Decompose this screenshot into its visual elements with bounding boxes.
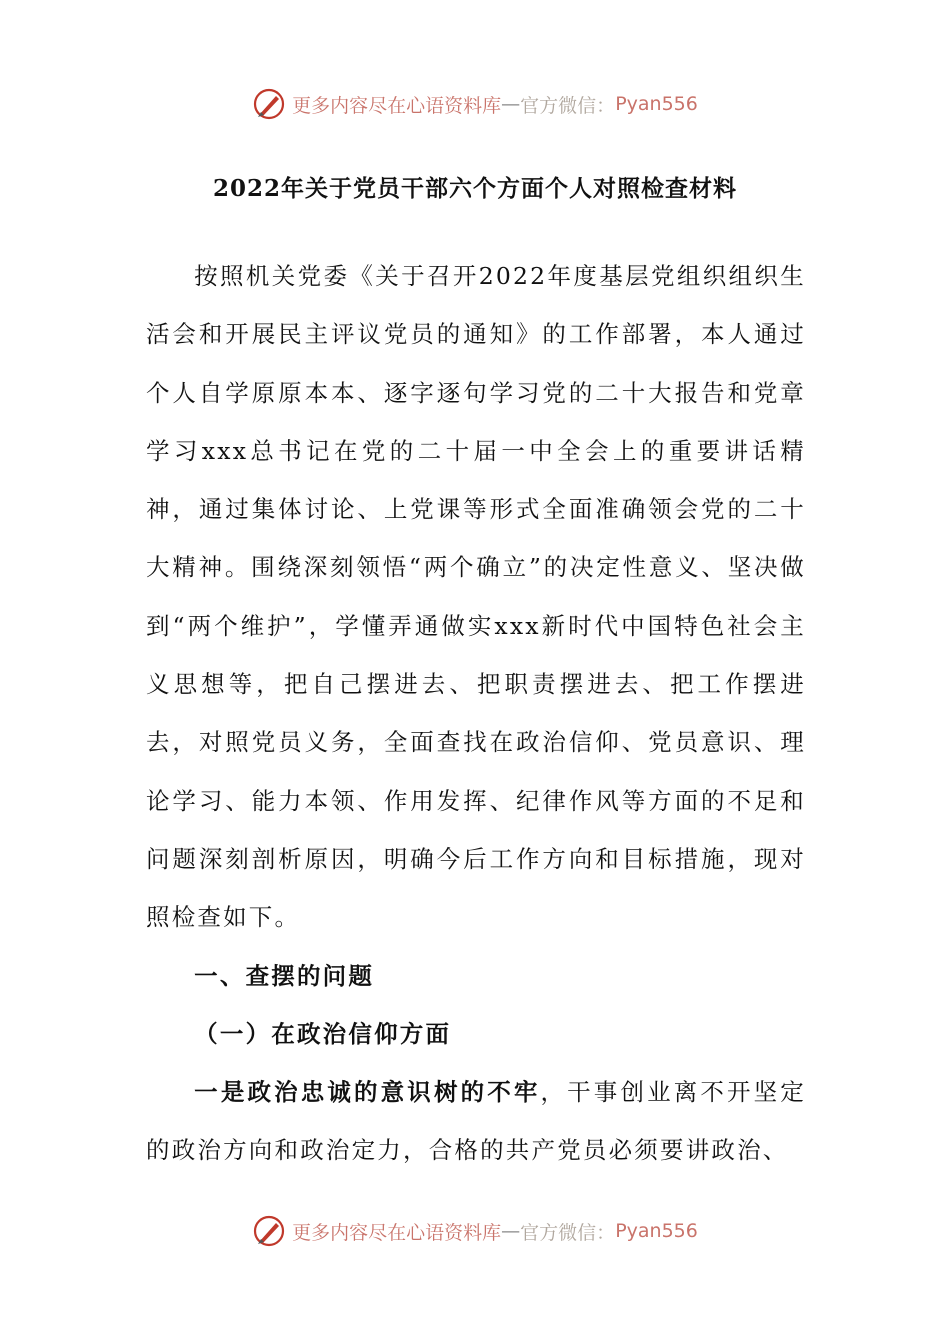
point-paragraph: [146, 1063, 806, 1180]
banner-text: 更多内容尽在心语资料库: [292, 1221, 502, 1244]
banner-wechat-label: 官方微信：: [520, 94, 616, 117]
banner-wechat-label: 官方微信：: [520, 1221, 616, 1244]
section-heading: 一、查摆的问题: [194, 961, 375, 990]
document-title: 2022年关于党员干部六个方面个人对照检查材料: [212, 175, 737, 202]
document-body: [146, 247, 806, 1180]
banner-wechat-id: Pyan556: [615, 93, 698, 115]
point-text: ，干事创业离不开坚定的政治方向和政治定力，合格的共产党员必须要讲政治、: [146, 1078, 806, 1165]
quill-logo-icon: [252, 87, 286, 121]
subsection-heading: （一）在政治信仰方面: [194, 1019, 452, 1048]
intro-paragraph: 按照机关党委《关于召开2022年度基层党组织组织生活会和开展民主评议党员的通知》的工作部署，本人通过个人自学原原本本、逐字逐句学习党的二十大报告和党章学习xxx总书记在党的二十届一中全会上的重要讲话精神，通过集体讨论、上党课等形式全面准确领会党的二十大精神。围绕深刻领悟“两个确立”的决定性意义、坚决做到“两个维护”，学懂弄通做实xxx新时代中国特色社会主义思想等，把自己摆进去、把职责摆进去、把工作摆进去，对照党员义务，全面查找在政治信仰、党员意识、理论学习、能力本领、作用发挥、纪律作风等方面的不足和问题深刻剖析原因，明确今后工作方向和目标措施，现对照检查如下。: [146, 262, 806, 932]
banner-dash: —: [501, 93, 521, 115]
quill-logo-icon: [252, 1214, 286, 1248]
header-watermark: [0, 84, 950, 124]
banner-dash: —: [501, 1220, 521, 1242]
point-lead: 一是政治忠诚的意识树的不牢: [194, 1078, 541, 1107]
banner-text: 更多内容尽在心语资料库: [292, 94, 502, 117]
banner-wechat-id: Pyan556: [615, 1220, 698, 1242]
footer-watermark: [0, 1211, 950, 1251]
